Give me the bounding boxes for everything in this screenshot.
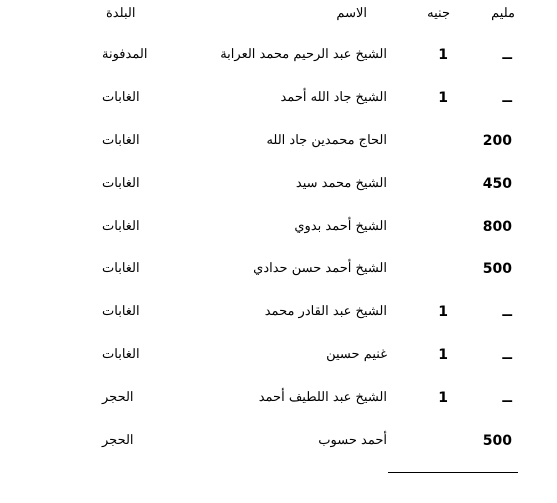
table-row [0,388,557,408]
millim-cell: 500 [482,433,512,449]
guineh-cell: 1 [438,90,448,106]
millim-cell: ــ [502,304,512,320]
table-row [0,259,557,279]
guineh-cell: 1 [438,390,448,406]
total-rule [388,472,518,473]
table-row [0,431,557,451]
town-cell: الغابات [102,176,140,191]
millim-cell: ــ [502,390,512,406]
name-cell: الشيخ عبد الرحيم محمد العرابة [220,47,387,62]
name-cell: الشيخ عبد القادر محمد [264,304,387,319]
table-row [0,45,557,65]
millim-cell: 450 [482,176,512,192]
table-row [0,174,557,194]
town-cell: الغابات [102,219,140,234]
table-row [0,345,557,365]
town-cell: الغابات [102,304,140,319]
millim-cell: ــ [502,90,512,106]
name-cell: الشيخ عبد اللطيف أحمد [258,390,387,405]
name-cell: أحمد حسوب [318,433,387,448]
town-cell: الغابات [102,261,140,276]
millim-cell: ــ [502,47,512,63]
name-cell: الشيخ أحمد بدوي [294,219,387,234]
table-row [0,131,557,151]
name-cell: الشيخ جاد الله أحمد [280,90,387,105]
millim-cell: 500 [482,261,512,277]
guineh-cell: 1 [438,304,448,320]
town-cell: الغابات [102,90,140,105]
millim-cell: 200 [482,133,512,149]
name-cell: الشيخ أحمد حسن حدادي [253,261,387,276]
header-town: البلدة [106,6,136,21]
name-cell: الشيخ محمد سيد [295,176,387,191]
town-cell: الحجر [102,433,134,448]
header-millim: مليم [491,6,515,21]
table-row [0,88,557,108]
town-cell: الغابات [102,347,140,362]
millim-cell: 800 [482,219,512,235]
guineh-cell: 1 [438,47,448,63]
name-cell: الحاج محمدين جاد الله [266,133,387,148]
town-cell: الغابات [102,133,140,148]
table-row [0,217,557,237]
name-cell: غنيم حسين [326,347,387,362]
millim-cell: ــ [502,347,512,363]
header-name: الاسم [336,6,367,21]
guineh-cell: 1 [438,347,448,363]
town-cell: الحجر [102,390,134,405]
town-cell: المدفونة [102,47,148,62]
header-guineh: جنيه [427,6,450,21]
table-row [0,302,557,322]
